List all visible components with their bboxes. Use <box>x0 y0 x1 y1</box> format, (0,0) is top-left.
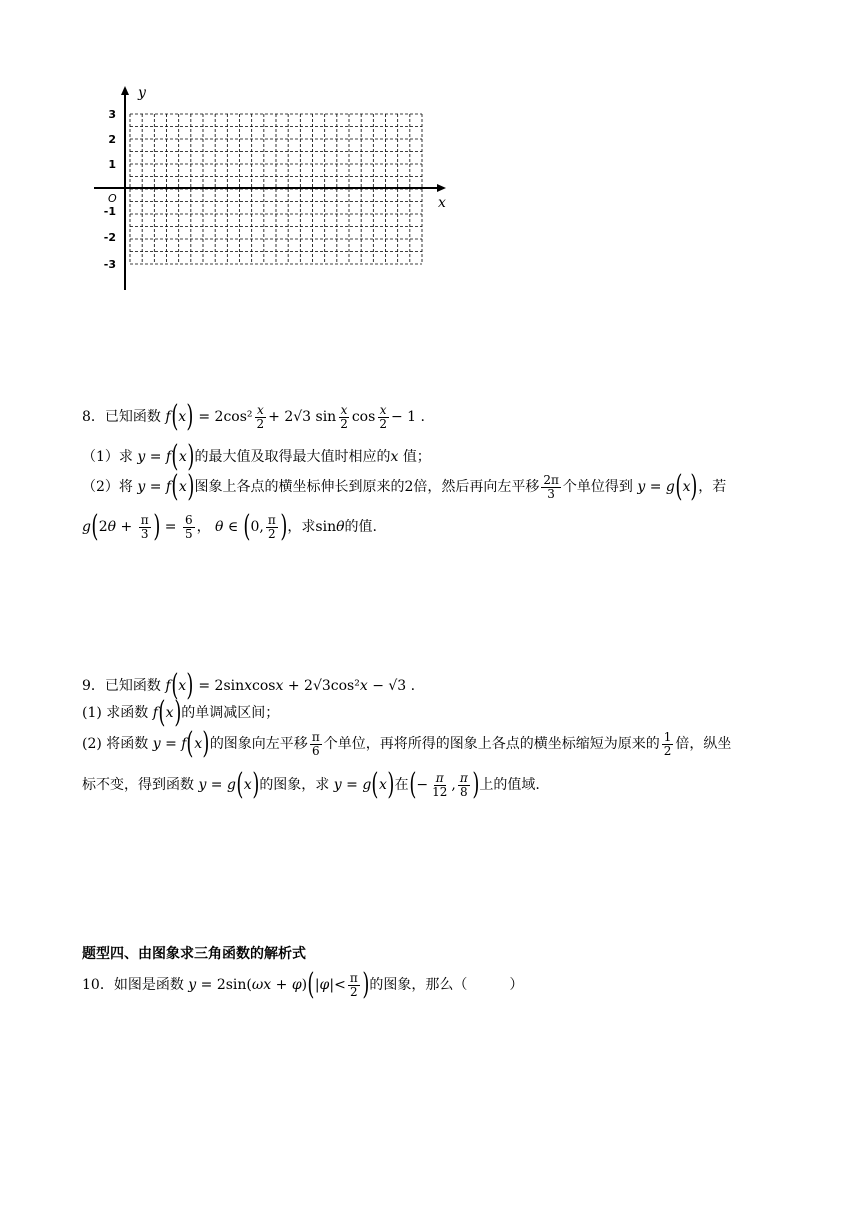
section-title: 题型四、由图象求三角函数的解析式 <box>82 946 306 962</box>
x-axis-arrow <box>437 184 446 192</box>
fraction <box>255 404 267 431</box>
q8-part2-final: 的值. <box>344 519 377 535</box>
y-tick-label: 3 <box>108 108 116 121</box>
q8-part2-end: ，若 <box>698 479 727 495</box>
math: − <box>416 777 429 793</box>
math: = <box>145 479 166 495</box>
fraction <box>348 972 360 999</box>
math: g <box>665 479 675 495</box>
fraction <box>541 474 561 501</box>
fraction <box>183 514 195 541</box>
math: 0, <box>250 519 264 535</box>
math: + <box>271 977 292 993</box>
math: ( <box>186 726 194 761</box>
math: |< <box>329 977 346 993</box>
q9-part2-line2c: 在 <box>394 777 409 793</box>
math: , <box>451 777 456 793</box>
x-axis-label: x <box>438 195 446 211</box>
y-axis-arrow <box>121 86 129 95</box>
math: y <box>132 479 146 495</box>
math: 6 <box>184 512 193 527</box>
math: | <box>314 977 320 993</box>
math: f <box>165 479 172 495</box>
math: y <box>632 479 646 495</box>
math: 6 <box>311 743 320 758</box>
math: 3 <box>140 526 149 541</box>
q8-part2-label: （2）将 <box>82 479 133 495</box>
math: ( <box>307 967 315 1002</box>
math: 2 <box>267 526 276 541</box>
y-tick-label: 1 <box>108 158 116 171</box>
q8-stem-text: 已知函数 <box>104 409 161 425</box>
q8-part2-cond-end: ，求sin <box>287 519 337 535</box>
math: x <box>194 736 203 752</box>
math: ( <box>675 469 683 504</box>
math: θ <box>107 519 117 535</box>
math: y <box>148 736 161 752</box>
q9-part2-line2a: 标不变，得到函数 <box>82 777 194 793</box>
q8-part2-text: 图象上各点的横坐标伸长到原来的2倍，然后再向左平移 <box>194 479 540 495</box>
q8-part2-text2: 个单位得到 <box>562 479 633 495</box>
math: π <box>140 512 149 527</box>
math: 2π <box>543 472 559 487</box>
math: ( <box>158 695 166 730</box>
q9-part2-text: 的图象向左平移 <box>209 736 308 752</box>
q8-part1-text: 的最大值及取得最大值时相应的 <box>194 449 391 465</box>
math: ) <box>472 767 480 802</box>
math: 5 <box>184 526 193 541</box>
math: f <box>181 736 187 752</box>
fraction <box>338 404 350 431</box>
math: f <box>160 678 171 694</box>
fraction <box>458 772 470 799</box>
math: 2 <box>98 519 108 535</box>
math: ) <box>173 695 181 730</box>
math: y <box>329 777 342 793</box>
math: ωx <box>251 977 272 993</box>
origin-label: O <box>108 192 117 205</box>
q9-stem-text: 已知函数 <box>104 678 161 694</box>
math: g <box>362 777 372 793</box>
math: g <box>82 519 91 535</box>
math: 12 <box>432 784 448 799</box>
q8-part1 <box>82 439 431 474</box>
math: − 1 . <box>390 409 425 425</box>
q9-part2-text2: 个单位，再将所得的图象上各点的横坐标缩短为原来的 <box>323 736 660 752</box>
math: ) <box>251 767 259 802</box>
q10-stem-end: 的图象，那么（ ） <box>369 977 524 993</box>
math: π <box>459 770 468 785</box>
math: x <box>178 449 187 465</box>
math: + 2√3 sin <box>268 409 337 425</box>
q8-stem <box>82 399 425 434</box>
math: f <box>148 705 158 721</box>
math: 8 <box>459 784 468 799</box>
math: ) <box>362 967 370 1002</box>
math: 3 <box>547 486 555 501</box>
math: x <box>243 777 252 793</box>
math: ) <box>187 439 195 474</box>
q10-stem <box>82 967 524 1002</box>
math: = <box>206 777 227 793</box>
math: y <box>194 777 207 793</box>
q10-number: 10． <box>82 977 114 993</box>
math: = <box>145 449 166 465</box>
math: π <box>435 770 444 785</box>
math: φ <box>291 977 302 993</box>
math: cos <box>351 409 376 425</box>
math: φ <box>319 977 330 993</box>
math: = <box>160 519 181 535</box>
math: ∈ <box>223 519 243 535</box>
math: θ <box>336 519 345 535</box>
math: π <box>267 512 276 527</box>
fraction <box>139 514 151 541</box>
q9-part2 <box>82 726 732 761</box>
math: = 2cos² <box>193 409 253 425</box>
math: ) <box>152 509 160 544</box>
math: y <box>132 449 146 465</box>
math: x <box>165 705 174 721</box>
math: x <box>178 678 187 694</box>
q9-part2-line2b: 的图象，求 <box>259 777 330 793</box>
y-tick-labels <box>104 108 116 271</box>
q9-part2-line2d: 上的值域. <box>479 777 540 793</box>
q9-part1 <box>82 695 280 730</box>
math: θ <box>215 519 224 535</box>
q10-stem-text: 如图是函数 <box>113 977 184 993</box>
math: ) <box>186 668 194 703</box>
math: x <box>178 479 187 495</box>
math: = 2sinxcosx + 2√3cos²x − √3 . <box>193 678 416 694</box>
q9-part1-end: 的单调减区间； <box>181 705 280 721</box>
math: ( <box>171 469 179 504</box>
fraction <box>266 514 278 541</box>
math: = <box>645 479 666 495</box>
math: = <box>160 736 182 752</box>
math: ( <box>170 399 178 434</box>
math: ( <box>371 767 379 802</box>
math: y <box>183 977 197 993</box>
fraction <box>310 731 322 758</box>
q8-part2 <box>82 469 727 504</box>
math: π <box>311 729 320 744</box>
y-tick-label: -2 <box>103 231 116 244</box>
fraction <box>662 731 674 758</box>
math: 2 <box>349 984 358 999</box>
math: x <box>340 402 348 417</box>
q9-stem <box>82 668 416 703</box>
math: x <box>178 409 187 425</box>
math: ) <box>387 767 395 802</box>
math: ) <box>202 726 210 761</box>
math: ) <box>690 469 698 504</box>
math: ( <box>408 767 416 802</box>
q8-part1-label: （1）求 <box>82 449 133 465</box>
math: x <box>379 402 387 417</box>
fraction <box>430 772 449 799</box>
math: + <box>116 519 137 535</box>
q9-part2-label: (2) 将函数 <box>82 736 149 752</box>
math: x <box>390 449 403 465</box>
math: ) <box>186 399 194 434</box>
math: x <box>256 402 264 417</box>
q9-part2-line2 <box>82 767 540 802</box>
math: ( <box>170 668 178 703</box>
math: x <box>682 479 691 495</box>
q8-part2-condition <box>82 509 377 544</box>
math: ( <box>171 439 179 474</box>
math: ) <box>301 977 308 993</box>
math: 1 <box>663 729 672 744</box>
math: ， <box>196 519 216 535</box>
math: 2 <box>256 416 265 431</box>
math: ( <box>91 509 99 544</box>
math: f <box>160 409 171 425</box>
math: f <box>165 449 172 465</box>
math: x <box>379 777 387 793</box>
math: = <box>341 777 363 793</box>
fraction <box>377 404 389 431</box>
y-tick-label: -1 <box>103 205 116 218</box>
math: ( <box>243 509 251 544</box>
q8-part1-end: 值； <box>402 449 431 465</box>
math: = 2sin( <box>196 977 252 993</box>
y-axis-label: y <box>138 85 146 101</box>
math: 2 <box>340 416 348 431</box>
math: 2 <box>379 416 387 431</box>
y-tick-label: -3 <box>103 258 116 271</box>
q9-number: 9． <box>82 678 105 694</box>
q8-number: 8． <box>82 409 105 425</box>
y-tick-label: 2 <box>108 133 116 146</box>
coordinate-grid-figure <box>80 80 460 295</box>
math: π <box>349 970 358 985</box>
q9-part2-text3: 倍，纵坐 <box>675 736 732 752</box>
math: ) <box>187 469 195 504</box>
math: ( <box>236 767 244 802</box>
math: 2 <box>663 743 672 758</box>
math: g <box>227 777 236 793</box>
q9-part1-label: (1) 求函数 <box>82 705 149 721</box>
math: ) <box>280 509 288 544</box>
